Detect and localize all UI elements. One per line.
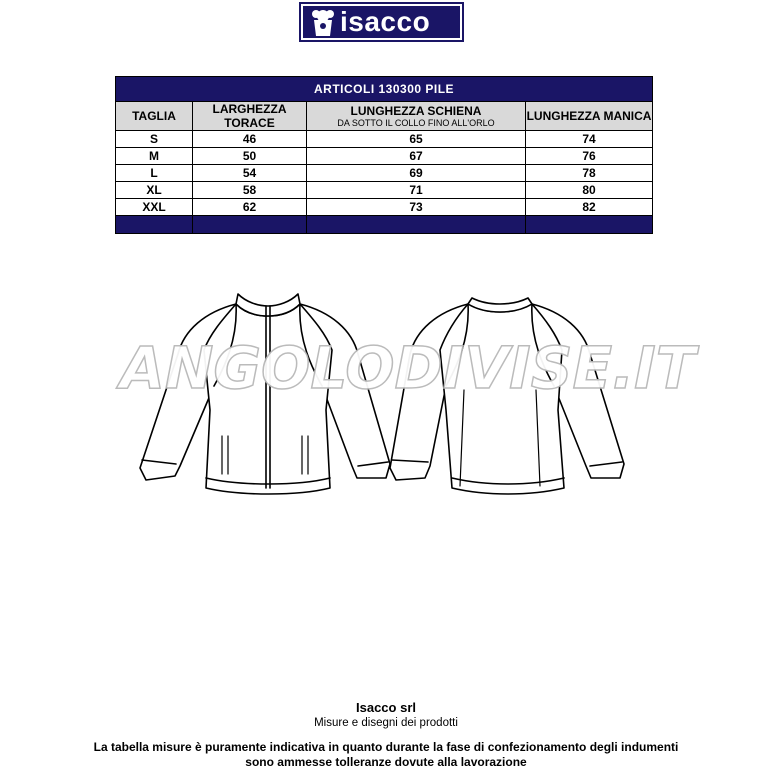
cell-size: M	[116, 148, 193, 165]
disclaimer-line: sono ammesse tolleranze dovute alla lavorazione	[245, 755, 527, 769]
cell-size: S	[116, 131, 193, 148]
footer-cell	[526, 216, 653, 234]
table-title: ARTICOLI 130300 PILE	[116, 77, 653, 102]
table-footer-bar	[116, 216, 653, 234]
header-manica: LUNGHEZZA MANICA	[526, 102, 653, 131]
table-row	[116, 199, 653, 216]
disclaimer-line: La tabella misure è puramente indicativa in quanto durante la fase di confezionamento degli indumenti	[93, 740, 679, 754]
watermark-text: ANGOLODIVISE.IT	[120, 334, 696, 402]
disclaimer-note	[0, 740, 772, 770]
cell-sleeve: 74	[526, 131, 653, 148]
cell-back: 71	[307, 182, 526, 199]
cell-sleeve: 78	[526, 165, 653, 182]
logo-text: isacco	[340, 6, 431, 37]
cell-back: 67	[307, 148, 526, 165]
table-header-row	[116, 102, 653, 131]
header-schiena-sub: DA SOTTO IL COLLO FINO ALL'ORLO	[337, 118, 495, 128]
cell-sleeve: 82	[526, 199, 653, 216]
table-row	[116, 182, 653, 199]
cell-back: 69	[307, 165, 526, 182]
cell-chest: 54	[193, 165, 307, 182]
header-taglia: TAGLIA	[116, 102, 193, 131]
footer-cell	[307, 216, 526, 234]
size-table	[115, 76, 653, 234]
header-schiena	[307, 102, 526, 131]
table-row	[116, 165, 653, 182]
cell-back: 65	[307, 131, 526, 148]
cell-chest: 46	[193, 131, 307, 148]
header-torace: LARGHEZZA TORACE	[193, 102, 307, 131]
cell-size: XL	[116, 182, 193, 199]
table-row	[116, 148, 653, 165]
footer-cell	[116, 216, 193, 234]
table-row	[116, 131, 653, 148]
cell-back: 73	[307, 199, 526, 216]
company-subtitle: Misure e disegni dei prodotti	[314, 717, 458, 729]
cell-chest: 62	[193, 199, 307, 216]
brand-logo	[299, 2, 464, 42]
cell-chest: 58	[193, 182, 307, 199]
header-schiena-label: LUNGHEZZA SCHIENA	[350, 104, 482, 118]
company-name: Isacco srl	[356, 700, 416, 715]
footer-cell	[193, 216, 307, 234]
table-title-row	[116, 77, 653, 102]
cell-sleeve: 76	[526, 148, 653, 165]
cell-size: L	[116, 165, 193, 182]
logo-background	[303, 6, 460, 38]
chef-figure-icon	[306, 8, 340, 38]
cell-chest: 50	[193, 148, 307, 165]
cell-sleeve: 80	[526, 182, 653, 199]
cell-size: XXL	[116, 199, 193, 216]
